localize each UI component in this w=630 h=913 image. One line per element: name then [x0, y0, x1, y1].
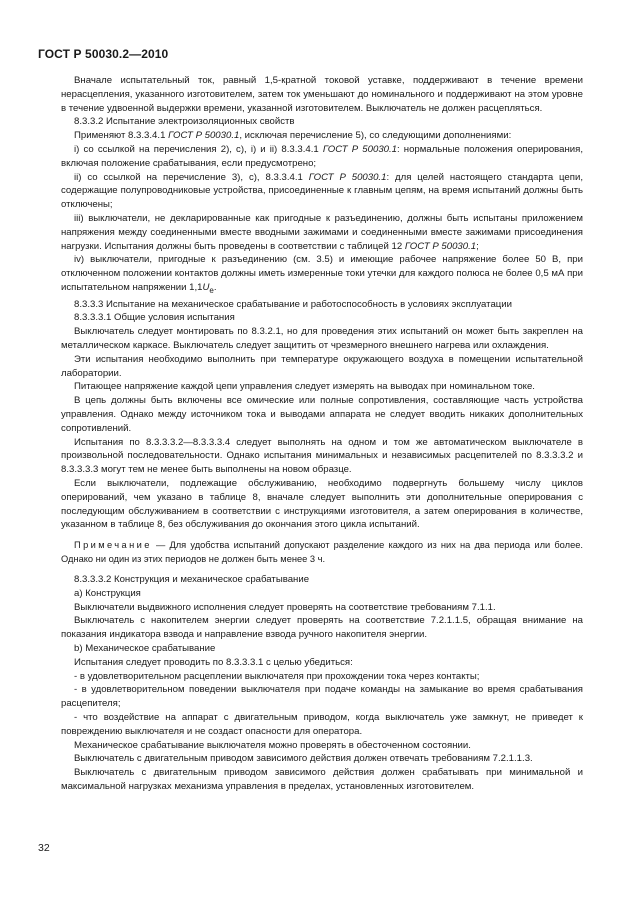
paragraph: Эти испытания необходимо выполнить при температуре окружающего воздуха в помещении испытательной лаборатории. [61, 353, 583, 379]
paragraph: В цепь должны быть включены все омические или полные сопротивления, составляющие часть устройства управления. Однако между источником тока и выводами аппарата не следует вводить никаких дополнительных сопротивлений. [61, 395, 583, 434]
section-heading: 8.3.3.2 Испытание электроизоляционных свойств [74, 116, 295, 128]
paragraph: Если выключатели, подлежащие обслуживанию, необходимо подвергнуть большему числу циклов оперирований, чем указано в таблице 8, вначале следует выполнить эти дополнительные оперирования с последующим обслуживанием в соответствии с инструкциями изготовителя, а затем оперирования в количестве, указанном в таблице 8, без обслуживания до окончания этого цикла испытаний. [61, 478, 583, 531]
paragraph: Вначале испытательный ток, равный 1,5-кратной токовой уставке, поддерживают в течение времени нерасцепления, указанного изготовителем, затем ток уменьшают до номинального и поддерживают на этом уровне в течение удвоенной выдержки времени, указанной изготовителем. Выключатель не должен расцепляться. [61, 75, 583, 114]
subheading: b) Механическое срабатывание [74, 643, 216, 654]
list-item: - в удовлетворительном расцеплении выключателя при прохождении тока через контакты; [74, 670, 480, 682]
paragraph: Выключатель с накопителем энергии следует проверять на соответствие 7.2.1.1.5, обращая внимание на показания индикатора взвода и направление взвода ручного накопителя энергии. [61, 615, 583, 641]
paragraph: Механическое срабатывание выключателя можно проверять в обесточенном состоянии. [74, 739, 471, 751]
paragraph: Испытания по 8.3.3.3.2—8.3.3.3.4 следует выполнять на одном и том же автоматическом выключателе в произвольной последовательности. Однако испытания минимальных и независимых расцепителей по 8.3.3.3.2 и 8.3.3.3.3 могут тем не менее быть выполнены на новом образце. [61, 436, 583, 476]
note-label: Примечание [74, 540, 152, 551]
list-item: - что воздействие на аппарат с двигательным приводом, когда выключатель уже замкнут, не приведет к повреждению выключателя и не создаст опасности для оператора. [61, 711, 583, 737]
list-item: iii) выключатели, не декларированные как пригодные к разъединению, должны быть испытаны приложением напряжения между соединенными вместе вводными зажимами и соединенными вместе зажимами присоединения нагрузки. Испытания должны быть проведены в соответствии с таблицей 12 ГОСТ Р 50030.1; [61, 212, 583, 252]
standard-reference: ГОСТ Р 50030.1 [404, 240, 477, 252]
paragraph: Выключатель следует монтировать по 8.3.2.1, но для проведения этих испытаний он может быть закреплен на металлическом каркасе. Выключатель следует защитить от чрезмерного внешнего нагрева или охлаждения. [61, 326, 583, 352]
section-heading: 8.3.3.3 Испытание на механическое срабатывание и работоспособность в условиях эксплуатации [74, 298, 513, 310]
document-code-header: ГОСТ Р 50030.2—2010 [38, 47, 169, 61]
paragraph: Выключатель с двигательным приводом зависимого действия должен срабатывать при минимальной и максимальной нагрузках механизма управления в пределах, установленных изготовителем. [61, 767, 583, 792]
standard-reference: ГОСТ Р 50030.1 [308, 171, 387, 183]
standard-reference: ГОСТ Р 50030.1 [322, 143, 397, 155]
subheading: а) Конструкция [74, 587, 141, 599]
list-item: - в удовлетворительном поведении выключателя при подаче команды на замыкание во время срабатывания расцепителя; [61, 684, 583, 710]
standard-reference: ГОСТ Р 50030.1 [168, 130, 240, 142]
paragraph: Испытания следует проводить по 8.3.3.3.1 с целью убедиться: [74, 656, 353, 668]
list-item: i) со ссылкой на перечисления 2), с), i) и ii) 8.3.3.4.1 ГОСТ Р 50030.1: нормальные положения оперирования, включая положение срабатывания, если предусмотрено; [61, 143, 584, 169]
page-number: 32 [38, 842, 50, 854]
paragraph: Питающее напряжение каждой цепи управления следует измерять на выводах при номинальном токе. [74, 381, 535, 393]
paragraph: Применяют 8.3.3.4.1 ГОСТ Р 50030.1, исключая перечисление 5), со следующими дополнениями: [74, 130, 512, 142]
voltage-subscript: e [209, 285, 214, 295]
document-body [61, 74, 583, 794]
list-item: ii) со ссылкой на перечисление 3), с), 8.3.3.4.1 ГОСТ Р 50030.1: для целей настоящего стандарта цепи, содержащие полупроводниковые устройства, присоединенные к главным цепям, на время испытаний должны быть отключены; [61, 171, 583, 211]
paragraph: Выключатель с двигательным приводом зависимого действия должен отвечать требованиям 7.2.1.1.3. [74, 753, 533, 765]
note: Примечание — Для удобства испытаний допускают разделение каждого из них на два периода или более. Однако ни один из этих периодов не должен быть менее 3 ч. [61, 540, 583, 564]
list-item: iv) выключатели, пригодные к разъединению (см. 3.5) и имеющие рабочее напряжение более 50 В, при отключенном положении контактов должны иметь измеренные токи утечки для каждого полюса не более 0,5 мА при испытательном напряжении $1,1U_e$. [61, 254, 583, 295]
paragraph: Выключатели выдвижного исполнения следует проверять на соответствие требованиям 7.1.1. [74, 601, 496, 613]
section-heading: 8.3.3.3.2 Конструкция и механическое срабатывание [74, 574, 310, 586]
section-heading: 8.3.3.3.1 Общие условия испытания [74, 312, 235, 324]
voltage-symbol: U [202, 281, 210, 293]
